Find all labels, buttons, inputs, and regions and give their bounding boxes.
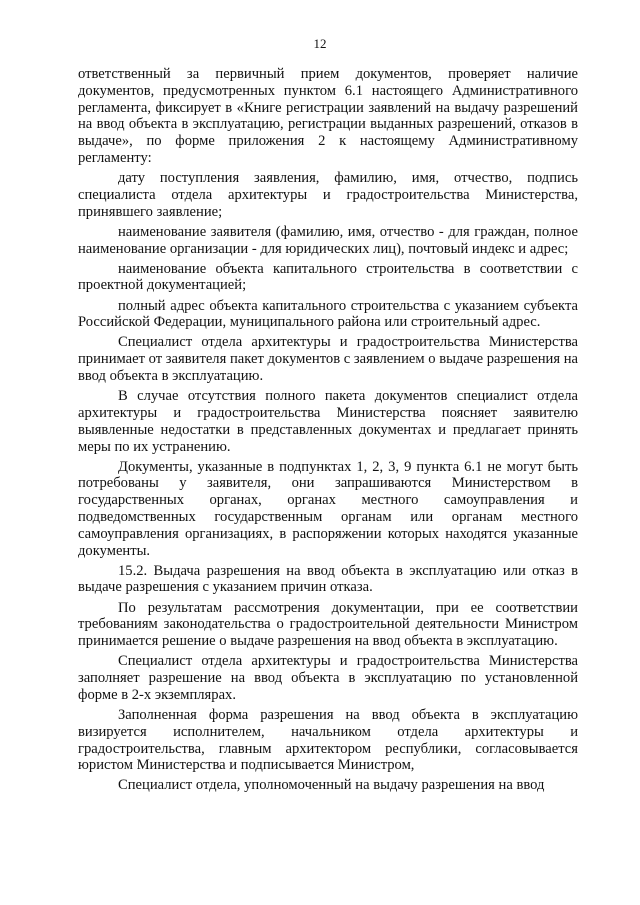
- paragraph-form-approval: Заполненная форма разрешения на ввод объекта в эксплуатацию визируется исполнителем, начальником отдела архитектуры и градостроительства, главным архитектором республики, согласовывается юристом Министерства и подписывается Министром,: [78, 706, 578, 774]
- paragraph-object-address: полный адрес объекта капитального строительства с указанием субъекта Российской Федерации, муниципального района или строительный адрес.: [78, 297, 578, 331]
- paragraph-missing-documents: В случае отсутствия полного пакета документов специалист отдела архитектуры и градостроительства Министерства поясняет заявителю выявленные недостатки в представленных документах и предлагает принять меры по их устранению.: [78, 388, 578, 455]
- paragraph-object-name: наименование объекта капитального строительства в соответствии с проектной документацией;: [78, 260, 578, 294]
- paragraph-section-15-2: 15.2. Выдача разрешения на ввод объекта в эксплуатацию или отказ в выдаче разрешения с указанием причин отказа.: [78, 562, 578, 596]
- page-number: 12: [313, 36, 327, 51]
- paragraph-authorized-specialist: Специалист отдела, уполномоченный на выдачу разрешения на ввод: [118, 777, 545, 794]
- paragraph-responsible-intake: ответственный за первичный прием документов, проверяет наличие документов, предусмотренных пунктом 6.1 настоящего Административного регламента, фиксирует в «Книге регистрации заявлений на выдачу разрешений на ввод объекта в эксплуатацию, регистрации выданных разрешений, отказов в выдаче», по форме приложения 2 к настоящему Административному регламенту:: [78, 66, 578, 166]
- paragraph-receipt-date: дату поступления заявления, фамилию, имя, отчество, подпись специалиста отдела архитектуры и градостроительства Министерства, принявшего заявление;: [78, 170, 578, 220]
- document-body: [78, 66, 578, 798]
- paragraph-applicant-name: наименование заявителя (фамилию, имя, отчество - для граждан, полное наименование организации - для юридических лиц), почтовый индекс и адрес;: [78, 223, 578, 257]
- paragraph-specialist-accepts: Специалист отдела архитектуры и градостроительства Министерства принимает от заявителя пакет документов с заявлением о выдаче разрешения на ввод объекта в эксплуатацию.: [78, 334, 578, 385]
- paragraph-fills-permit: Специалист отдела архитектуры и градостроительства Министерства заполняет разрешение на ввод объекта в эксплуатацию по установленной форме в 2-х экземплярах.: [78, 653, 578, 703]
- paragraph-requested-documents: Документы, указанные в подпунктах 1, 2, 3, 9 пункта 6.1 не могут быть потребованы у заявителя, они запрашиваются Министерством в государственных органах, органах местного самоуправления и подведомственных государственным органам или органам местного самоуправления организациях, в распоряжении которых находятся указанные документы.: [78, 458, 578, 559]
- paragraph-review-results: По результатам рассмотрения документации, при ее соответствии требованиям законодательства о градостроительной деятельности Министром принимается решение о выдаче разрешения на ввод объекта в эксплуатацию.: [78, 599, 578, 650]
